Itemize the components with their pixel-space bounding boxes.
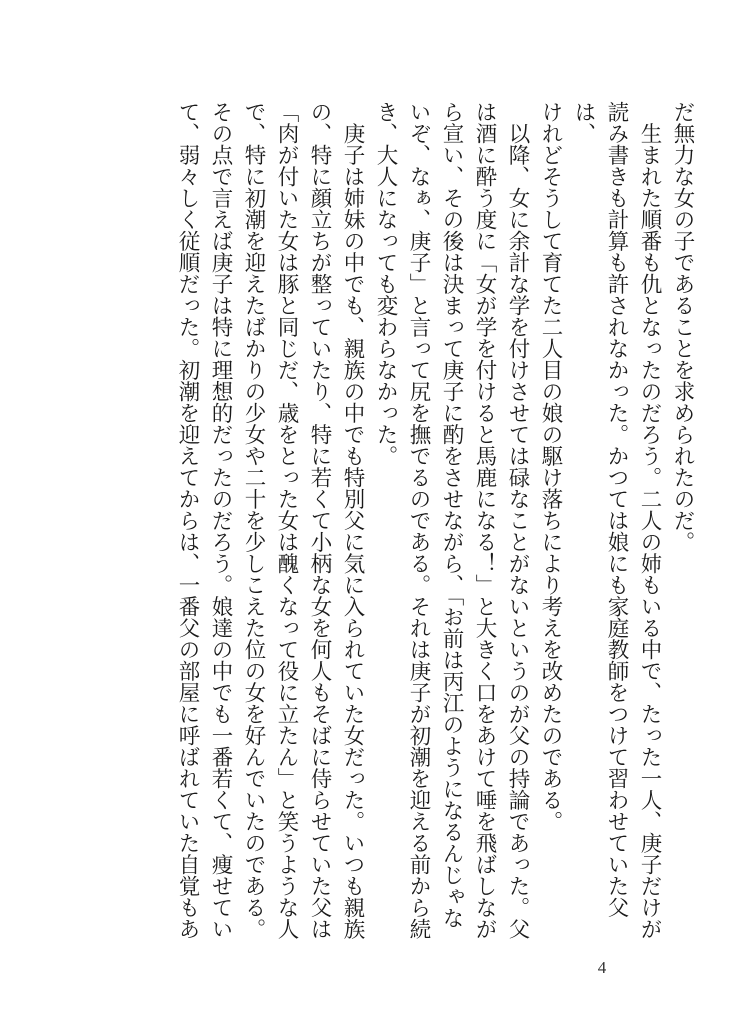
text-line-5: 以降、女に余計な学を付けさせては碌なことがないというのが父の持論であった。父	[505, 101, 530, 940]
text-line-9: き、大人になっても変わらなかった。	[373, 101, 398, 467]
page-number: 4	[597, 958, 607, 977]
text-line-11: の、特に顔立ちが整っていたり、特に若くて小柄な女を何人もそばに侍らせていた父は	[307, 101, 332, 940]
text-line-3: 読み書きも計算も許されなかった。かつては娘にも家庭教師をつけて習わせていた父は、	[571, 101, 629, 918]
text-line-15: て、弱々しく従順だった。初潮を迎えてからは、一番父の部屋に呼ばれていた自覚もあ	[175, 101, 200, 940]
text-line-1: だ無力な女の子であることを求められたのだ。	[670, 101, 695, 553]
text-line-6: は酒に酔う度に「女が学を付けると馬鹿になる！」と大きく口をあけて唾を飛ばしなが	[472, 101, 497, 940]
text-line-13: で、特に初潮を迎えたばかりの少女や二十を少しこえた位の女を好んでいたのである。	[241, 101, 266, 940]
text-line-12: 「肉が付いた女は豚と同じだ、歳をとった女は醜くなって役に立たん」と笑うような人	[274, 101, 299, 940]
text-line-2: 生まれた順番も仇となったのだろう。二人の姉もいる中で、たった一人、庚子だけが	[637, 101, 662, 940]
text-line-8: いぞ、なぁ、庚子」と言って尻を撫でるのである。それは庚子が初潮を迎える前から続	[406, 101, 431, 940]
text-line-7: ら宣い、その後は決まって庚子に酌をさせながら、「お前は丙江のようになるんじゃな	[439, 101, 464, 929]
text-line-4: けれどそうして育てた二人目の娘の駆け落ちにより考えを改めたのである。	[538, 101, 563, 832]
text-line-10: 庚子は姉妹の中でも、親族の中でも特別父に気に入られていた女だった。いつも親族	[340, 101, 365, 940]
text-line-14: その点で言えば庚子は特に理想的だったのだろう。娘達の中でも一番若くて、痩せてい	[208, 101, 233, 940]
vertical-text-body	[99, 101, 699, 943]
